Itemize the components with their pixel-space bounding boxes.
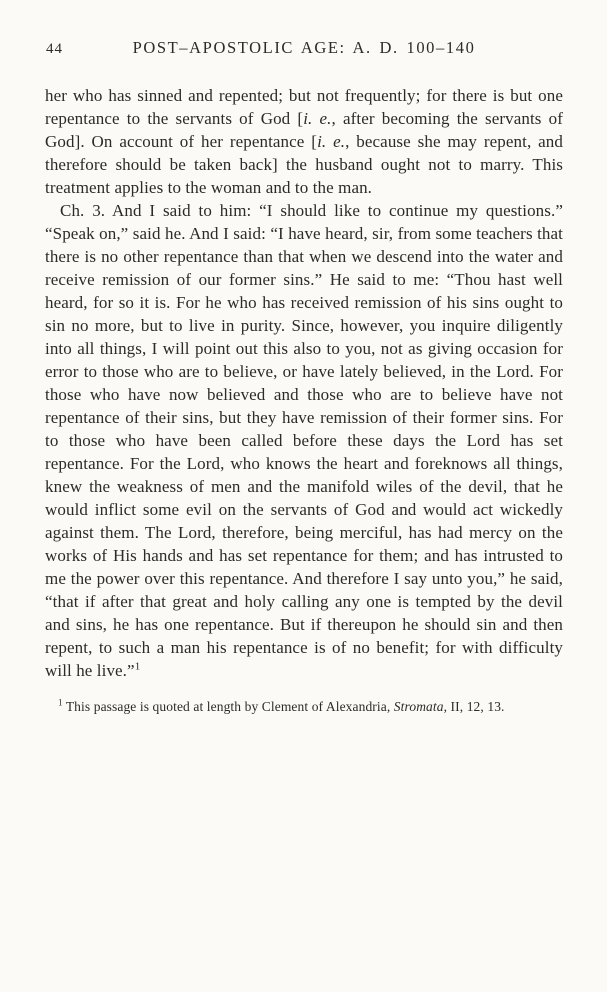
italic-text-run: i. e. xyxy=(303,109,332,128)
text-run: her who has sinned and repented; but not frequently; for there is but one repentance to the servants of God [ xyxy=(45,86,563,128)
footnote-marker: 1 xyxy=(58,697,63,708)
body-text xyxy=(45,84,563,682)
text-run: , after becoming the servants of God]. On account of her repentance [ xyxy=(45,109,563,151)
page-number: 44 xyxy=(46,41,63,57)
text-run: , II, 12, 13. xyxy=(443,699,505,714)
paragraph xyxy=(45,84,563,199)
text-run: Ch. 3. And I said to him: “I should like to continue my questions.” “Speak on,” said he. And I said: “I have heard, sir, from some teachers that there is no other repentance than that when we descend into the water and receive remission of our former sins.” He said to me: “Thou hast well heard, for so it is. For he who has received remission of his sins ought to sin no more, but to live in purity. Since, however, you inquire diligently into all things, I will point out this also to you, not as giving occasion for error to those who are to believe, or have lately believed, in the Lord. For those who have now believed and those who are to believe have not repentance of their sins, but they have remission of their former sins. For to those who have been called before these days the Lord has set repentance. For the Lord, who knows the heart and foreknows all things, knew the weakness of men and the manifold wiles of the devil, that he would inflict some evil on the servants of God and would act wickedly against them. The Lord, therefore, being merciful, has had mercy on the works of His hands and has set repentance for them; and has intrusted to me the power over this repentance. And therefore I say unto you,” he said, “that if after that great and holy calling any one is tempted by the devil and sins, he has one repentance. But if thereupon he should sin and then repent, to such a man his repentance is of no benefit; for with difficulty will he live.” xyxy=(45,201,563,680)
italic-text-run: i. e. xyxy=(317,132,346,151)
footnote xyxy=(45,697,563,716)
page-header xyxy=(45,38,563,60)
text-run: , because she may repent, and therefore should be taken back] the husband ought not to marry. This treatment applies to the woman and to the man. xyxy=(45,132,563,197)
footnote-marker: 1 xyxy=(134,660,141,673)
text-run: This passage is quoted at length by Clement of Alexandria, xyxy=(62,699,394,714)
italic-text-run: Stromata xyxy=(393,699,444,714)
paragraph xyxy=(45,199,563,682)
running-title: POST–APOSTOLIC AGE: A. D. 100–140 xyxy=(132,38,476,57)
